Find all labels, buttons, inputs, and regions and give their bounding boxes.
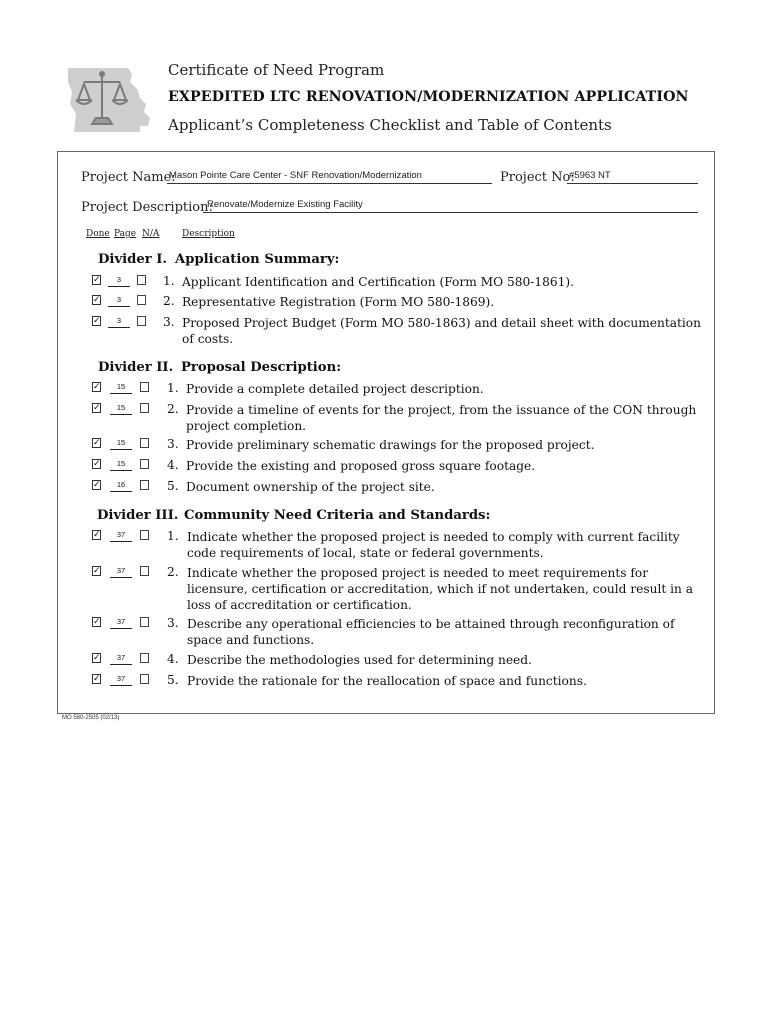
item-number: 5. xyxy=(167,479,179,493)
page-number-field[interactable]: 37 xyxy=(110,653,132,665)
project-description-label: Project Description: xyxy=(81,200,213,215)
column-header-done: Done xyxy=(86,229,110,239)
divider-label: Divider II. xyxy=(98,360,174,375)
na-checkbox[interactable] xyxy=(140,480,149,490)
na-checkbox[interactable] xyxy=(140,403,149,413)
project-name-value: Mason Pointe Care Center - SNF Renovation/Modernization xyxy=(169,170,422,181)
page-number-field[interactable]: 15 xyxy=(110,459,132,471)
column-header-na: N/A xyxy=(142,229,160,239)
na-checkbox[interactable] xyxy=(137,316,146,326)
form-id: MO 580-2505 (02/13) xyxy=(62,715,120,721)
item-description: Provide the rationale for the reallocation of space and functions. xyxy=(187,674,587,688)
checklist-row xyxy=(0,565,770,612)
item-number: 1. xyxy=(163,274,175,288)
item-number: 2. xyxy=(167,565,179,579)
item-number: 3. xyxy=(167,616,179,630)
na-checkbox[interactable] xyxy=(140,459,149,469)
project-no-label: Project No: xyxy=(500,170,575,185)
page-number-field[interactable]: 3 xyxy=(108,295,130,307)
item-number: 1. xyxy=(167,529,179,543)
done-checkbox[interactable]: ✓ xyxy=(93,403,101,413)
item-number: 1. xyxy=(167,381,179,395)
item-number: 3. xyxy=(163,315,175,329)
na-checkbox[interactable] xyxy=(137,295,146,305)
item-description: Provide preliminary schematic drawings for the proposed project. xyxy=(186,438,595,452)
page-number-field[interactable]: 16 xyxy=(110,480,132,492)
missouri-seal-logo xyxy=(66,64,156,134)
na-checkbox[interactable] xyxy=(140,530,149,540)
done-checkbox[interactable]: ✓ xyxy=(93,316,101,326)
checklist-row xyxy=(0,616,770,647)
done-checkbox[interactable]: ✓ xyxy=(93,275,101,285)
checklist-row xyxy=(0,437,770,453)
page-number-field[interactable]: 3 xyxy=(108,316,130,328)
done-checkbox[interactable]: ✓ xyxy=(93,530,101,540)
item-description: Provide a complete detailed project description. xyxy=(186,382,484,396)
column-header-page: Page xyxy=(114,229,137,239)
done-checkbox[interactable]: ✓ xyxy=(93,566,101,576)
na-checkbox[interactable] xyxy=(140,438,149,448)
item-description: Representative Registration (Form MO 580-1869). xyxy=(182,295,495,309)
done-checkbox[interactable]: ✓ xyxy=(93,459,101,469)
item-number: 2. xyxy=(167,402,179,416)
done-checkbox[interactable]: ✓ xyxy=(93,295,101,305)
column-header-description: Description xyxy=(182,229,235,239)
na-checkbox[interactable] xyxy=(137,275,146,285)
item-description: Indicate whether the proposed project is needed to meet requirements for licensure, certification or accreditation, which if not undertaken, could result in a loss of accreditation or certification. xyxy=(187,566,694,612)
item-description: Provide the existing and proposed gross square footage. xyxy=(186,459,536,473)
done-checkbox[interactable]: ✓ xyxy=(93,674,101,684)
program-name: Certificate of Need Program xyxy=(168,61,385,79)
checklist-row xyxy=(0,402,770,433)
done-checkbox[interactable]: ✓ xyxy=(93,653,101,663)
item-description: Describe any operational efficiencies to be attained through reconfiguration of space and functions. xyxy=(187,617,675,647)
na-checkbox[interactable] xyxy=(140,566,149,576)
done-checkbox[interactable]: ✓ xyxy=(93,438,101,448)
item-number: 4. xyxy=(167,458,179,472)
divider-title: Community Need Criteria and Standards: xyxy=(184,508,491,523)
checklist-row xyxy=(0,315,770,346)
na-checkbox[interactable] xyxy=(140,674,149,684)
checklist-row xyxy=(0,529,770,560)
form-title: EXPEDITED LTC RENOVATION/MODERNIZATION APPLICATION xyxy=(168,89,689,105)
checklist-row xyxy=(0,652,770,668)
checklist-row xyxy=(0,479,770,495)
project-description-value: Renovate/Modernize Existing Facility xyxy=(207,199,363,210)
na-checkbox[interactable] xyxy=(140,617,149,627)
item-description: Proposed Project Budget (Form MO 580-1863) and detail sheet with documentation of costs. xyxy=(182,316,701,346)
page-number-field[interactable]: 37 xyxy=(110,530,132,542)
na-checkbox[interactable] xyxy=(140,653,149,663)
done-checkbox[interactable]: ✓ xyxy=(93,617,101,627)
item-description: Describe the methodologies used for determining need. xyxy=(187,653,532,667)
page-number-field[interactable]: 37 xyxy=(110,617,132,629)
item-number: 2. xyxy=(163,294,175,308)
divider-label: Divider III. xyxy=(97,508,179,523)
page-number-field[interactable]: 15 xyxy=(110,403,132,415)
checklist-row xyxy=(0,381,770,397)
project-name-label: Project Name: xyxy=(81,170,176,185)
na-checkbox[interactable] xyxy=(140,382,149,392)
checklist-row xyxy=(0,294,770,310)
page-number-field[interactable]: 15 xyxy=(110,438,132,450)
checklist-row xyxy=(0,274,770,290)
page-number-field[interactable]: 37 xyxy=(110,566,132,578)
page-number-field[interactable]: 3 xyxy=(108,275,130,287)
checklist-row xyxy=(0,458,770,474)
item-description: Applicant Identification and Certification (Form MO 580-1861). xyxy=(182,275,574,289)
page-number-field[interactable]: 15 xyxy=(110,382,132,394)
done-checkbox[interactable]: ✓ xyxy=(93,480,101,490)
item-description: Indicate whether the proposed project is needed to comply with current facility code requirements of local, state or federal governments. xyxy=(187,530,680,560)
project-no-value: #5963 NT xyxy=(569,170,611,181)
item-number: 5. xyxy=(167,673,179,687)
divider-title: Proposal Description: xyxy=(181,360,342,375)
item-number: 4. xyxy=(167,652,179,666)
item-description: Document ownership of the project site. xyxy=(186,480,435,494)
done-checkbox[interactable]: ✓ xyxy=(93,382,101,392)
divider-title: Application Summary: xyxy=(175,252,340,267)
form-subtitle: Applicant’s Completeness Checklist and Table of Contents xyxy=(168,116,612,134)
page-number-field[interactable]: 37 xyxy=(110,674,132,686)
item-description: Provide a timeline of events for the project, from the issuance of the CON through project completion. xyxy=(186,403,697,433)
divider-label: Divider I. xyxy=(98,252,168,267)
checklist-row xyxy=(0,673,770,689)
item-number: 3. xyxy=(167,437,179,451)
